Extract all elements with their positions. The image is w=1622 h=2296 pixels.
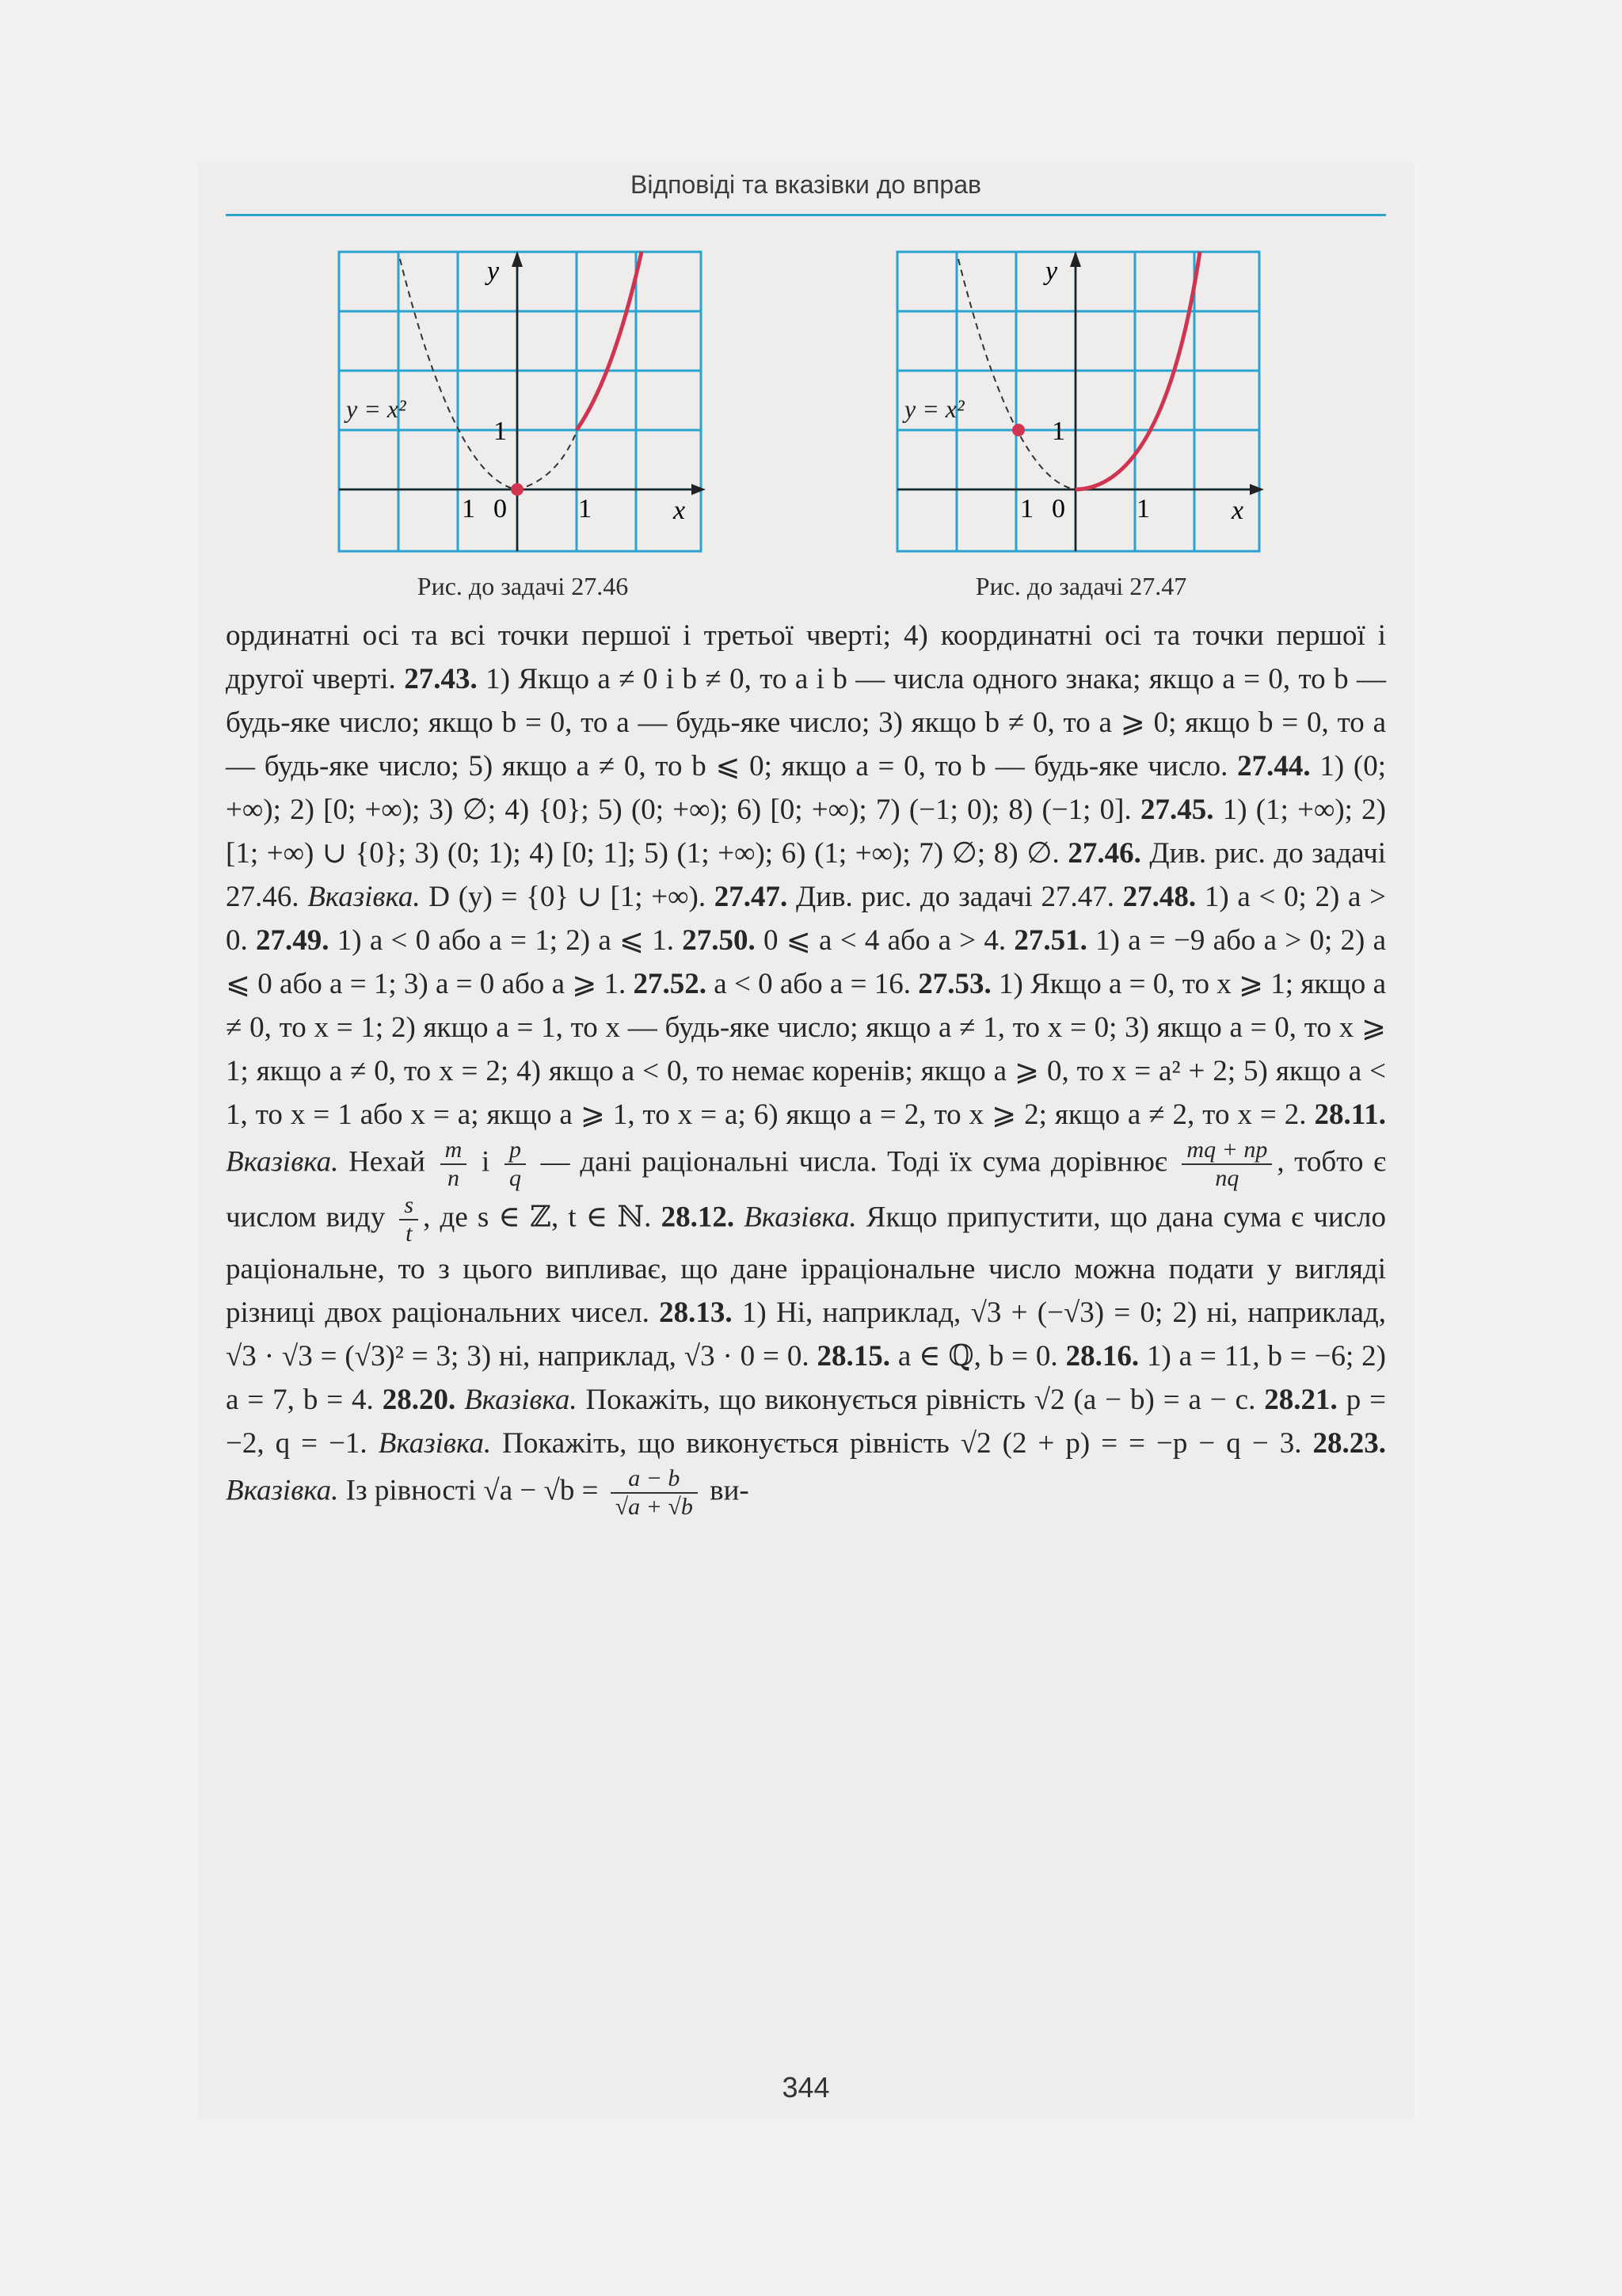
graph-27-47 <box>895 249 1267 562</box>
svg-text:x: x <box>1232 496 1244 525</box>
svg-text:y = x²: y = x² <box>904 394 965 423</box>
point-origin <box>511 483 524 496</box>
svg-text:y = x²: y = x² <box>346 394 406 423</box>
header-rule <box>226 214 1386 216</box>
svg-text:0: 0 <box>493 494 507 524</box>
svg-text:1: 1 <box>578 494 592 524</box>
caption-27-47: Рис. до задачі 27.47 <box>975 572 1187 600</box>
parabola-dashed <box>400 259 578 489</box>
figure-27-46 <box>337 249 709 601</box>
fraction-sum: $\frac{mq + np}{nq}$ <box>1182 1137 1272 1192</box>
svg-text:1: 1 <box>1020 494 1034 524</box>
svg-text:1: 1 <box>462 494 475 524</box>
caption-27-46: Рис. до задачі 27.46 <box>417 572 629 600</box>
svg-text:0: 0 <box>1052 494 1065 524</box>
running-head: Відповіді та вказівки до вправ <box>630 170 981 199</box>
fraction-sqrt: $\frac{a - b}{√a + √b}$ <box>611 1465 698 1521</box>
svg-text:1: 1 <box>493 417 507 446</box>
figure-27-47 <box>895 249 1267 601</box>
graph-27-46 <box>337 249 709 562</box>
point-minus-one <box>1012 424 1025 436</box>
svg-text:1: 1 <box>1052 417 1065 446</box>
svg-text:x: x <box>673 496 686 525</box>
page-number: 344 <box>782 2071 830 2104</box>
fraction-s-t: $\frac{s}{t}$ <box>399 1192 418 1247</box>
book-page <box>198 162 1414 2119</box>
graph-curve <box>577 252 642 430</box>
svg-text:y: y <box>487 257 500 286</box>
svg-text:y: y <box>1045 257 1058 286</box>
fraction-p-q: $\frac{p}{q}$ <box>504 1137 526 1192</box>
fraction-m-n: $\frac{m}{n}$ <box>440 1137 467 1192</box>
answers-text: ординатні осі та всі точки першої і третьої чверті; 4) координатні осі та точки першої і другої чверті. 27.43. 1) Якщо a ≠ 0 і b ≠ 0, то a і b — числа одного знака; якщо a = 0, то b — будь-яке число; якщо b = 0, то a — будь-яке число; 3) якщо b ≠ 0, то a ⩾ 0; якщо b = 0, то a — будь-яке число; 5) якщо a ≠ 0, то b ⩽ 0; якщо a = 0, то b — будь-яке число. 27.44. 1) (0; +∞); 2) [0; +∞); 3) ∅; 4) {0}; 5) (0; +∞); 6) [0; +∞); 7) (−1; 0); 8) (−1; 0]. 27.45. 1) (1; +∞); 2) [1; +∞) ∪ {0}; 3) (0; 1); 4) [0; 1]; 5) (1; +∞); 6) (1; +∞); 7) ∅; 8) ∅. 27.46. Див. рис. до задачі 27.46. Вказівка. D (y) = {0} ∪ [1; +∞). 27.47. Див. рис. до задачі 27.47. 27.48. 1) a < 0; 2) a > 0. 27.49. 1) a < 0 або a = 1; 2) a ⩽ 1. 27.50. 0 ⩽ a < 4 або a > 4. 27.51. 1) a = −9 або a > 0; 2) a ⩽ 0 або a = 1; 3) a = 0 або a ⩾ 1. 27.52. a < 0 або a = 16. 27.53. 1) Якщо a = 0, то x ⩾ 1; якщо a ≠ 0, то x = 1; 2) якщо a = 1, то x — будь-яке число; якщо a ≠ 1, то x = 0; 3) якщо a = 0, то x ⩾ 1; якщо a ≠ 0, то x = 2; 4) якщо a < 0, то немає коренів; якщо a ⩾ 0, то x = a² + 2; 5) якщо a < 1, то x = 1 або x = a; якщо a ⩾ 1, то x = a; 6) якщо a = 2, то x ⩾ 2; якщо a ≠ 2, то x = 2. 28.11. Вказівка. Нехай $\frac{m}{n}$ і $\frac{p}{q}$ — дані раціональні числа. Тоді їх сума дорівнює $\frac{mq + np}{nq}$ , тобто є числом виду $\frac{s}{t}$ , де s ∈ ℤ, t ∈ ℕ. 28.12. Вказівка. Якщо припустити, що дана сума є число раціональне, то з цього випливає, що дане ірраціональне число можна подати у вигляді різниці двох раціональних чисел. 28.13. 1) Ні, наприклад, √3 + (−√3) = 0; 2) ні, наприклад, √3 · √3 = (√3)² = 3; 3) ні, наприклад, √3 · 0 = 0. 28.15. a ∈ ℚ, b = 0. 28.16. 1) a = 11, b = −6; 2) a = 7, b = 4. 28.20. Вказівка. Покажіть, що виконується рівність √2 (a − b) = a − c. 28.21. p = −2, q = −1. Вказівка. Покажіть, що виконується рівність √2 (2 + p) = = −p − q − 3. 28.23. Вказівка. Із рівності √a − √b = $\frac{a - b}{√a + √b}$ ви- <box>226 619 1387 1520</box>
svg-text:1: 1 <box>1137 494 1150 524</box>
